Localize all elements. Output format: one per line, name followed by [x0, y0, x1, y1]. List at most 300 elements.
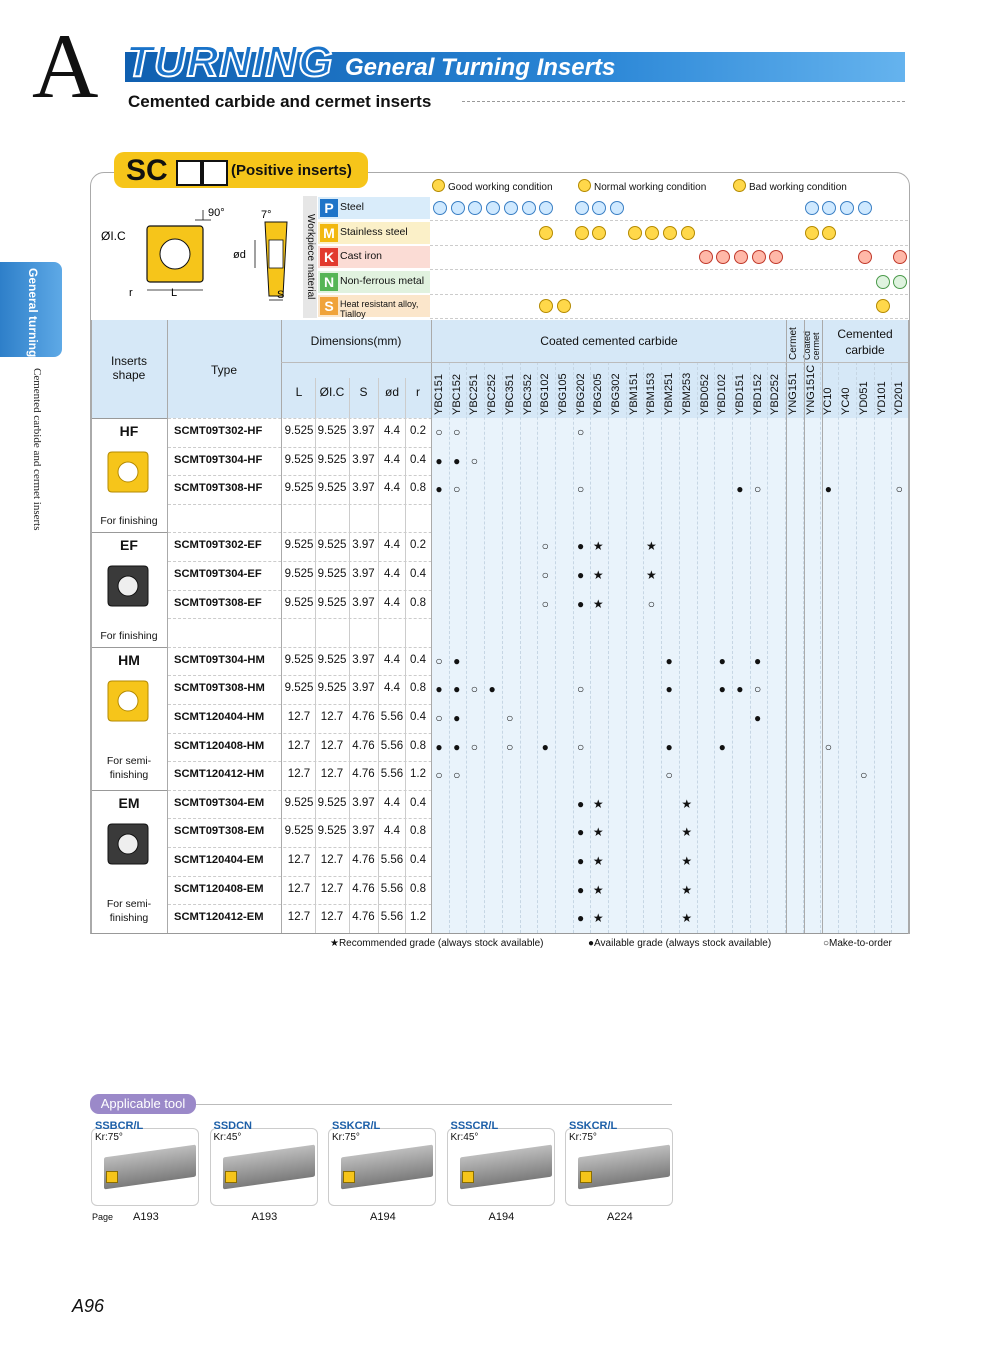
table-column-line [167, 320, 168, 933]
grade-header: YBD102 [716, 374, 729, 415]
insert-code: SCMT09T308-EM [174, 825, 265, 838]
diagram-d-label: ød [233, 249, 246, 261]
dim-column-line [405, 378, 406, 933]
dimension-cell: 0.4 [410, 653, 426, 666]
insert-code: SCMT120404-EM [174, 854, 264, 866]
insert-code: SCMT09T304-HM [174, 653, 265, 666]
dimension-cell: 5.56 [380, 711, 404, 723]
grade-header: YD051 [857, 381, 870, 415]
insert-code: SCMT09T304-HF [174, 453, 263, 466]
tool-page-ref[interactable]: A193 [133, 1211, 159, 1223]
workpiece-suitability-row [430, 245, 908, 270]
condition-face-icon [486, 201, 500, 215]
grade-header: YBM151 [627, 372, 640, 415]
dimension-cell: 9.525 [284, 425, 314, 437]
grade-header: YBC352 [521, 374, 534, 415]
footnote-available: ●Available grade (always stock available) [588, 938, 772, 949]
dimension-cell: 9.525 [284, 796, 314, 809]
dimension-cell: 9.525 [284, 539, 314, 552]
grade-availability-mark: ● [541, 739, 549, 754]
grade-availability-mark: ● [453, 682, 461, 697]
dimension-cell: 4.4 [384, 653, 400, 666]
diagram-angle1: 90° [208, 207, 225, 219]
condition-face-icon [681, 226, 695, 240]
dimension-cell: 9.525 [317, 596, 347, 609]
dimension-cell: 4.76 [352, 911, 375, 924]
grade-availability-mark: ○ [541, 596, 549, 611]
dimension-cell: 0.8 [410, 825, 426, 838]
grade-header: YBG302 [610, 373, 622, 415]
grade-availability-mark: ★ [681, 825, 693, 840]
condition-face-icon [876, 275, 890, 289]
dimension-cell: 4.4 [384, 596, 400, 609]
grade-availability-mark: ● [665, 682, 673, 697]
insert-shape-name: HF [119, 423, 139, 439]
grade-header: YBD151 [733, 374, 746, 415]
tool-insert-tip [580, 1171, 592, 1183]
dimension-cell: 4.4 [384, 539, 400, 552]
workpiece-suitability-row [430, 294, 908, 319]
condition-face-icon [557, 299, 571, 313]
grade-availability-mark: ● [824, 482, 833, 497]
grade-column-line [679, 362, 680, 933]
condition-face-icon [893, 275, 907, 289]
grade-availability-mark: ★ [681, 854, 693, 868]
header-cermet: Cermet [788, 327, 799, 360]
condition-face-icon [716, 250, 730, 264]
grade-availability-mark: ● [435, 682, 443, 697]
condition-face-icon [539, 299, 553, 313]
table-column-line [822, 320, 823, 933]
grade-column-line [626, 362, 627, 933]
tool-name: SSDCN [213, 1120, 253, 1132]
insert-code: SCMT09T308-EF [174, 596, 262, 609]
applicable-tool-card[interactable] [91, 1118, 199, 1206]
grade-column-line [449, 362, 450, 933]
condition-face-icon [592, 226, 606, 240]
grade-column-line [608, 362, 609, 933]
condition-face-icon [699, 250, 713, 264]
dimension-cell: 5.56 [380, 911, 404, 924]
workpiece-suitability-row [430, 196, 908, 221]
grade-availability-mark: ● [753, 711, 762, 725]
dimension-cell: 0.8 [410, 739, 426, 752]
grade-availability-mark: ○ [453, 425, 461, 439]
condition-face-icon [468, 201, 482, 215]
side-sub-label: Cemented carbide and cermet inserts [31, 368, 43, 531]
header-insert-shape: Inserts shape [110, 354, 147, 382]
grade-availability-mark: ● [665, 653, 673, 668]
grade-availability-mark: ○ [435, 768, 443, 783]
code-placeholder-box [202, 160, 228, 186]
table-column-line [281, 320, 282, 933]
tool-page-ref[interactable]: A224 [607, 1211, 633, 1223]
grade-column-line [502, 362, 503, 933]
dimension-cell: 4.76 [352, 854, 375, 866]
condition-face-icon [858, 250, 872, 264]
tool-insert-tip [343, 1171, 355, 1183]
insert-code: SCMT09T304-EF [174, 568, 262, 580]
grade-header: YBD252 [769, 374, 782, 415]
dimension-cell: 12.7 [320, 711, 344, 723]
grade-availability-mark: ● [576, 568, 585, 582]
condition-face-icon [433, 201, 447, 215]
grade-column-line [732, 362, 733, 933]
dimension-cell: 3.97 [352, 539, 375, 552]
legend-normal [578, 179, 706, 193]
dimension-cell: 3.97 [352, 425, 375, 437]
dimension-cell: 9.525 [284, 568, 314, 580]
dimension-cell: 3.97 [352, 596, 375, 609]
grade-availability-mark: ○ [576, 482, 585, 497]
grade-availability-mark: ● [576, 854, 585, 868]
page-subtitle: General Turning Inserts [345, 54, 616, 81]
insert-shape-note: For semi-finishing [106, 754, 152, 781]
condition-face-icon [822, 226, 836, 240]
grade-header: YBC252 [486, 374, 499, 415]
tool-page-ref[interactable]: A193 [251, 1211, 278, 1223]
dimension-cell: 3.97 [352, 825, 375, 838]
grade-availability-mark: ● [576, 911, 585, 926]
frown-icon [733, 179, 746, 192]
applicable-tool-card[interactable] [565, 1118, 673, 1206]
dimension-cell: 3.97 [352, 568, 375, 580]
footnote-make-to-order: ○Make-to-order [823, 938, 892, 949]
insert-code: SCMT120408-EM [174, 882, 264, 895]
dimension-cell: 0.4 [410, 568, 426, 580]
dimension-cell: 12.7 [320, 882, 344, 895]
grade-availability-mark: ● [453, 711, 461, 725]
header-dimensions: Dimensions(mm) [310, 334, 402, 348]
grade-availability-mark: ● [435, 453, 443, 468]
grade-availability-mark: ● [665, 739, 673, 754]
condition-face-icon [822, 201, 836, 215]
grade-availability-mark: ● [736, 482, 744, 497]
tool-divider [196, 1104, 672, 1105]
grade-header: YNG151 [787, 372, 799, 415]
header-dim-0: L [295, 385, 303, 399]
grade-availability-mark: ● [453, 453, 461, 468]
insert-family-code: SC [126, 154, 168, 187]
header-dim-1: ØI.C [319, 385, 345, 399]
grade-availability-mark: ● [488, 682, 496, 697]
grade-header: YBC152 [450, 374, 463, 415]
condition-face-icon [858, 201, 872, 215]
condition-face-icon [876, 299, 890, 313]
grade-column-line [820, 362, 821, 933]
smile-icon [432, 179, 445, 192]
table-column-line [786, 320, 787, 933]
tool-page-ref[interactable]: A194 [488, 1211, 515, 1223]
condition-face-icon [610, 201, 624, 215]
neutral-face-icon [578, 179, 591, 192]
workpiece-row-m [318, 222, 430, 244]
grade-availability-mark: ● [576, 882, 585, 897]
dimension-cell: 9.525 [284, 825, 314, 838]
dimension-cell: 4.4 [384, 453, 400, 466]
condition-face-icon [663, 226, 677, 240]
insert-code: SCMT09T308-HF [174, 482, 263, 495]
workpiece-suitability-row [430, 221, 908, 246]
grade-column-line [466, 362, 467, 933]
insert-image [104, 448, 152, 496]
workpiece-row-s [318, 295, 430, 317]
workpiece-letter: P [320, 199, 338, 217]
dimension-cell: 0.4 [410, 711, 426, 723]
dimension-cell: 0.4 [410, 854, 426, 866]
grade-header: YBC251 [468, 374, 481, 415]
grade-availability-mark: ● [453, 653, 461, 668]
grade-header: YNG151C [804, 364, 817, 415]
grade-availability-mark: ○ [895, 482, 903, 497]
dimension-cell: 5.56 [380, 854, 404, 866]
dimension-cell: 5.56 [380, 768, 404, 781]
grade-availability-mark: ● [435, 739, 443, 754]
condition-face-icon [805, 226, 819, 240]
condition-face-icon [840, 201, 854, 215]
condition-face-icon [451, 201, 465, 215]
section-letter: A [32, 15, 99, 117]
tool-insert-tip [225, 1171, 237, 1183]
grade-availability-mark: ○ [435, 425, 443, 439]
dimension-cell: 12.7 [320, 854, 344, 866]
grade-header: YBM153 [645, 372, 658, 415]
grade-column-line [573, 362, 574, 933]
grade-header: YD201 [893, 381, 906, 415]
grade-availability-mark: ○ [576, 739, 585, 754]
dimension-cell: 0.8 [410, 482, 426, 495]
grade-availability-mark: ● [576, 825, 585, 840]
grade-column-line [484, 362, 485, 933]
dimension-cell: 9.525 [284, 682, 314, 695]
grade-column-line [643, 362, 644, 933]
dimension-cell: 4.76 [352, 882, 375, 895]
grade-column-line [891, 362, 892, 933]
dimension-cell: 4.4 [384, 682, 400, 695]
dimension-cell: 4.4 [384, 482, 400, 495]
applicable-tool-card[interactable] [447, 1118, 555, 1206]
dimension-cell: 12.7 [287, 854, 311, 866]
condition-face-icon [504, 201, 518, 215]
insert-code: SCMT09T302-HF [174, 425, 263, 437]
tool-page-ref[interactable]: A194 [370, 1211, 396, 1223]
grade-availability-mark: ○ [506, 739, 514, 754]
grade-availability-mark: ○ [470, 682, 479, 697]
tool-kr: Kr:75° [332, 1132, 360, 1143]
grade-header: YBD052 [698, 374, 711, 415]
workpiece-name: Heat resistant alloy, Tialloy [340, 299, 419, 319]
tool-kr: Kr:75° [569, 1132, 597, 1143]
grade-header: YBC151 [433, 374, 445, 415]
grade-column-line [874, 362, 875, 933]
grade-availability-mark: ● [718, 682, 726, 697]
header-type: Type [210, 363, 237, 377]
grade-availability-mark: ● [753, 653, 762, 668]
grade-availability-mark: ● [718, 653, 726, 668]
grade-column-line [803, 362, 804, 933]
header-coated-carbide: Coated cemented carbide [540, 334, 678, 348]
grade-column-line [520, 362, 521, 933]
legend-normal-label: Normal working condition [594, 182, 707, 193]
table-column-line [431, 320, 432, 933]
insert-shape-name: EF [120, 537, 138, 554]
tool-insert-tip [462, 1171, 474, 1183]
grade-availability-mark: ○ [470, 453, 479, 468]
dimension-cell: 3.97 [352, 482, 375, 495]
table-column-line [908, 320, 909, 933]
dimension-cell: 9.525 [317, 425, 347, 437]
workpiece-letter: S [320, 297, 338, 315]
diagram-angle2: 7° [261, 209, 272, 221]
insert-shape-note: For finishing [100, 515, 158, 528]
grade-availability-mark: ○ [665, 768, 673, 783]
grade-column-line [590, 362, 591, 933]
header-coated-cermet: Coated cermet [802, 330, 821, 360]
grade-header: YBC351 [503, 374, 516, 415]
grade-availability-mark: ★ [681, 882, 693, 897]
condition-face-icon [769, 250, 783, 264]
dimension-cell: 0.4 [410, 453, 426, 466]
dimension-cell: 4.76 [352, 711, 375, 723]
dimension-cell: 9.525 [284, 482, 314, 495]
dimension-cell: 9.525 [317, 682, 347, 695]
workpiece-row-p [318, 197, 430, 219]
grade-availability-mark: ★ [681, 796, 693, 811]
side-tab-label: General turning [26, 268, 40, 358]
table-column-line [804, 320, 805, 933]
applicable-tool-card[interactable] [328, 1118, 436, 1206]
dimension-cell: 12.7 [287, 911, 311, 924]
grade-availability-mark: ★ [592, 568, 604, 582]
grade-availability-mark: ○ [576, 682, 585, 697]
workpiece-letter: K [320, 248, 338, 266]
grade-column-line [714, 362, 715, 933]
grade-header: YBG102 [539, 373, 552, 415]
grade-availability-mark: ★ [592, 796, 604, 811]
dimension-cell: 9.525 [317, 539, 347, 552]
dimension-cell: 9.525 [317, 568, 347, 580]
legend-bad-label: Bad working condition [749, 182, 847, 193]
insert-family-description: (Positive inserts) [231, 162, 352, 179]
caption-divider [462, 101, 905, 102]
applicable-tool-card[interactable] [210, 1118, 318, 1206]
insert-code: SCMT09T302-EF [174, 539, 262, 552]
dimension-cell: 0.8 [410, 882, 426, 895]
legend-bad [733, 179, 847, 193]
grade-column-line [537, 362, 538, 933]
grade-header: YBM251 [663, 372, 676, 415]
grade-header: YBD152 [751, 374, 764, 415]
page-title: TURNING [126, 37, 334, 86]
grade-availability-mark: ○ [453, 482, 461, 497]
dimension-cell: 0.8 [410, 682, 426, 695]
dimension-cell: 3.97 [352, 682, 375, 695]
insert-image [104, 677, 152, 725]
dimension-cell: 3.97 [352, 653, 375, 666]
header-cemented-carbide: Cemented carbide [837, 327, 893, 357]
footnote-recommended: ★Recommended grade (always stock available) [330, 938, 544, 949]
insert-code: SCMT120412-EM [174, 911, 264, 924]
dim-column-line [349, 378, 350, 933]
header-subdivider [281, 362, 908, 363]
dimension-cell: 12.7 [287, 739, 311, 752]
grade-availability-mark: ○ [576, 425, 585, 439]
insert-code: SCMT120412-HM [174, 768, 265, 781]
insert-code: SCMT09T304-EM [174, 796, 265, 809]
tool-kr: Kr:75° [95, 1132, 123, 1143]
grade-column-line [697, 362, 698, 933]
grade-availability-mark: ○ [541, 568, 549, 582]
dimension-cell: 5.56 [380, 739, 404, 752]
condition-face-icon [575, 201, 589, 215]
grade-availability-mark: ○ [860, 768, 868, 783]
grade-availability-mark: ○ [824, 739, 833, 754]
grade-availability-mark: ★ [646, 539, 657, 554]
tool-name: SSSCR/L [450, 1120, 499, 1132]
grade-column-line [856, 362, 857, 933]
grade-availability-mark: ○ [506, 711, 514, 725]
grade-availability-mark: ★ [592, 911, 604, 926]
grade-header: YC10 [822, 387, 835, 415]
workpiece-name: Steel [340, 201, 364, 213]
workpiece-material-label: Workpiece material [303, 196, 317, 318]
dimension-cell: 12.7 [320, 911, 344, 924]
workpiece-row-n [318, 271, 430, 293]
tool-page-label: Page [92, 1212, 114, 1222]
dimension-cell: 3.97 [352, 796, 375, 809]
dimension-cell: 9.525 [284, 453, 314, 466]
dimension-cell: 0.8 [410, 596, 426, 609]
grade-availability-mark: ★ [592, 882, 604, 897]
grade-header: YC40 [840, 387, 853, 415]
insert-image [104, 562, 152, 610]
condition-face-icon [645, 226, 659, 240]
dimension-cell: 5.56 [380, 882, 404, 895]
tool-insert-tip [106, 1171, 118, 1183]
grade-availability-mark: ★ [592, 539, 604, 554]
grade-availability-mark: ★ [592, 596, 604, 611]
grade-availability-mark: ○ [435, 711, 443, 725]
code-placeholder-box [176, 160, 202, 186]
grade-availability-mark: ○ [470, 739, 479, 754]
grade-availability-mark: ● [576, 796, 585, 811]
grade-column-line [838, 362, 839, 933]
grade-availability-mark: ● [736, 682, 744, 697]
workpiece-name: Stainless steel [340, 225, 408, 238]
dimension-cell: 9.525 [317, 796, 347, 809]
dimension-cell: 12.7 [320, 768, 344, 781]
grade-availability-mark: ● [453, 739, 461, 754]
tool-name: SSBCR/L [95, 1120, 144, 1132]
page-number: A96 [72, 1296, 105, 1316]
dimension-cell: 4.4 [384, 568, 400, 580]
condition-face-icon [539, 201, 553, 215]
workpiece-letter: N [320, 273, 338, 291]
workpiece-row-k [318, 246, 430, 268]
grade-column-line [661, 362, 662, 933]
dimension-cell: 12.7 [287, 711, 311, 723]
table-column-line [91, 320, 92, 933]
dimension-cell: 4.4 [384, 825, 400, 838]
grade-availability-mark: ★ [681, 911, 693, 926]
grade-availability-mark: ○ [453, 768, 461, 783]
insert-shape-name: HM [118, 651, 140, 668]
grade-header: YBG205 [592, 373, 605, 415]
insert-shape-name: EM [118, 794, 140, 811]
dimension-cell: 0.2 [410, 425, 426, 437]
insert-image [104, 820, 152, 868]
dimension-cell: 1.2 [410, 768, 426, 781]
